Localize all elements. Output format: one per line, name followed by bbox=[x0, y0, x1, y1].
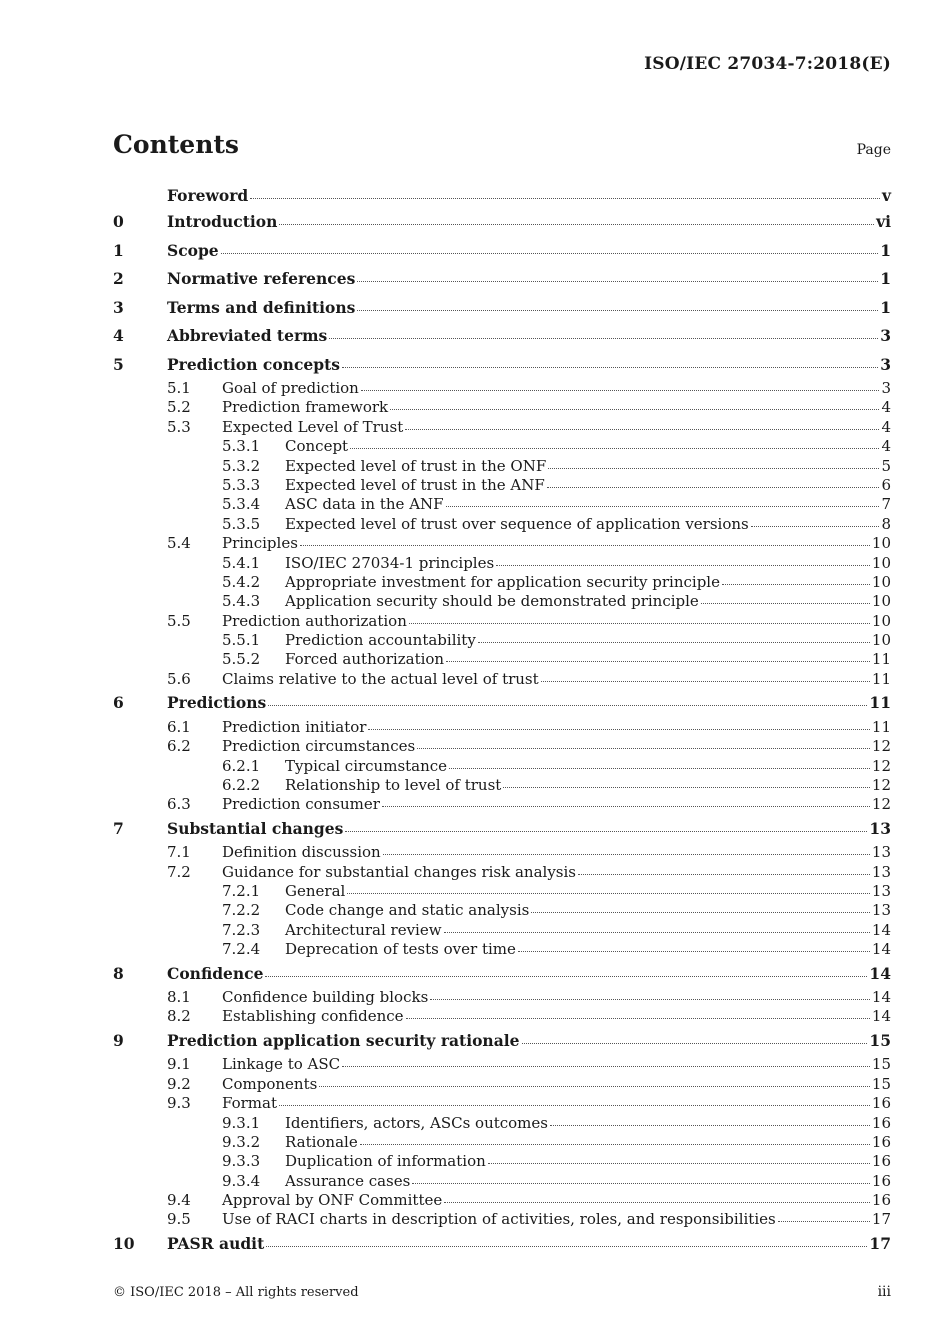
toc-entry-page: 16 bbox=[871, 1132, 891, 1151]
dot-leader bbox=[444, 928, 870, 933]
toc-entry[interactable] bbox=[113, 351, 891, 380]
toc-entry-title: Scope bbox=[167, 240, 219, 260]
toc-entry-page: 11 bbox=[871, 669, 891, 688]
dot-leader bbox=[444, 1198, 870, 1203]
toc-entry-title: Prediction circumstances bbox=[222, 737, 416, 756]
toc-entry-number: 5.3.5 bbox=[222, 514, 261, 533]
toc-entry-number: 5 bbox=[113, 354, 124, 374]
toc-entry[interactable] bbox=[113, 418, 891, 437]
toc-entry-page: 16 bbox=[871, 1113, 891, 1132]
toc-entry-number: 5.3 bbox=[167, 417, 191, 436]
toc-entry-page: 10 bbox=[871, 572, 891, 591]
toc-entry-number: 5.3.1 bbox=[222, 437, 261, 456]
dot-leader bbox=[449, 764, 870, 769]
toc-entry-page: 14 bbox=[871, 940, 891, 959]
toc-entry-title: Introduction bbox=[167, 212, 278, 231]
toc-entry-page: 3 bbox=[881, 379, 891, 397]
toc-entry-number: 4 bbox=[113, 326, 124, 345]
toc-entry-title: Expected Level of Trust bbox=[222, 417, 404, 436]
dot-leader bbox=[357, 277, 878, 282]
toc-entry-title: Format bbox=[222, 1094, 277, 1113]
toc-entry-page: 1 bbox=[880, 297, 891, 317]
toc-entry-title: Terms and definitions bbox=[167, 297, 356, 317]
toc-entry-title: Principles bbox=[222, 534, 298, 553]
toc-entry-page: 1 bbox=[880, 240, 891, 260]
toc-entry-number: 9.3 bbox=[167, 1094, 191, 1113]
toc-entry-number: 7.2.1 bbox=[222, 881, 261, 900]
dot-leader bbox=[547, 483, 880, 488]
toc-entry-title: ASC data in the ANF bbox=[285, 495, 444, 514]
toc-entry-page: 15 bbox=[871, 1055, 891, 1074]
toc-entry[interactable] bbox=[113, 960, 891, 989]
toc-entry-page: 11 bbox=[871, 650, 891, 669]
toc-entry-number: 5.4.3 bbox=[222, 592, 261, 611]
dot-leader bbox=[268, 701, 867, 706]
dot-leader bbox=[266, 1242, 867, 1247]
dot-leader bbox=[778, 1217, 870, 1222]
toc-entry-page: 13 bbox=[869, 818, 891, 838]
dot-leader bbox=[417, 744, 870, 749]
table-of-contents bbox=[113, 184, 891, 1258]
toc-entry[interactable] bbox=[113, 670, 891, 689]
toc-entry-page: 6 bbox=[881, 475, 891, 494]
dot-leader bbox=[221, 249, 879, 254]
toc-entry-number: 5.4 bbox=[167, 534, 191, 553]
toc-entry-number: 1 bbox=[113, 240, 124, 260]
toc-entry[interactable] bbox=[113, 921, 891, 940]
toc-entry[interactable] bbox=[113, 1172, 891, 1191]
toc-entry-page: 15 bbox=[869, 1030, 891, 1050]
toc-entry[interactable] bbox=[113, 1055, 891, 1074]
toc-entry-page: 4 bbox=[881, 398, 891, 417]
toc-entry-title: Guidance for substantial changes risk analysis bbox=[222, 862, 576, 881]
toc-entry-title: Predictions bbox=[167, 693, 267, 713]
toc-entry-title: PASR audit bbox=[167, 1233, 265, 1253]
toc-entry-title: Application security should be demonstrated principle bbox=[285, 592, 699, 611]
toc-entry-title: Deprecation of tests over time bbox=[285, 940, 516, 959]
toc-entry[interactable] bbox=[113, 1152, 891, 1171]
toc-entry-title: Forced authorization bbox=[285, 650, 445, 669]
toc-entry-number: 8.2 bbox=[167, 1007, 191, 1026]
toc-entry[interactable] bbox=[113, 495, 891, 514]
toc-entry-title: Typical circumstance bbox=[285, 756, 448, 775]
toc-entry-page: 13 bbox=[871, 862, 891, 881]
dot-leader bbox=[390, 405, 879, 410]
dot-leader bbox=[382, 802, 870, 807]
toc-entry-page: 16 bbox=[871, 1191, 891, 1210]
dot-leader bbox=[265, 972, 867, 977]
toc-entry-number: 5.3.4 bbox=[222, 495, 261, 514]
toc-entry-page: 14 bbox=[869, 963, 891, 983]
toc-entry-number: 5.5.2 bbox=[222, 650, 261, 669]
toc-entry-number: 5.5.1 bbox=[222, 631, 261, 650]
toc-entry[interactable] bbox=[113, 322, 891, 351]
page-title: Contents bbox=[113, 130, 240, 159]
toc-entry-page: 12 bbox=[871, 737, 891, 756]
toc-entry-number: 7.2.3 bbox=[222, 920, 261, 939]
document-id: ISO/IEC 27034-7:2018(E) bbox=[644, 54, 891, 74]
dot-leader bbox=[446, 657, 870, 662]
toc-entry-title: Prediction concepts bbox=[167, 354, 340, 374]
toc-entry-number: 8 bbox=[113, 963, 124, 983]
dot-leader bbox=[329, 334, 878, 339]
toc-entry-page: 13 bbox=[871, 901, 891, 920]
toc-entry-title: Prediction framework bbox=[222, 398, 389, 417]
toc-entry[interactable] bbox=[113, 592, 891, 611]
toc-entry[interactable] bbox=[113, 1230, 891, 1259]
toc-entry[interactable] bbox=[113, 843, 891, 862]
toc-entry[interactable] bbox=[113, 379, 891, 398]
toc-entry-page: 10 bbox=[871, 611, 891, 630]
toc-entry-title: Prediction authorization bbox=[222, 611, 407, 630]
toc-entry-title: Confidence building blocks bbox=[222, 988, 429, 1007]
toc-entry-page: 17 bbox=[871, 1210, 891, 1229]
toc-entry[interactable] bbox=[113, 573, 891, 592]
toc-entry-number: 5.4.2 bbox=[222, 572, 261, 591]
toc-entry[interactable] bbox=[113, 689, 891, 718]
toc-entry-page: 14 bbox=[871, 1007, 891, 1026]
dot-leader bbox=[350, 444, 879, 449]
toc-entry-number: 6.2 bbox=[167, 737, 191, 756]
dot-leader bbox=[541, 677, 870, 682]
toc-entry-number: 9.5 bbox=[167, 1210, 191, 1229]
toc-entry[interactable] bbox=[113, 554, 891, 573]
toc-entry-page: 7 bbox=[881, 495, 891, 514]
toc-entry-title: Assurance cases bbox=[285, 1171, 411, 1190]
toc-entry-page: 4 bbox=[881, 437, 891, 456]
toc-entry-title: Rationale bbox=[285, 1132, 358, 1151]
dot-leader bbox=[518, 947, 870, 952]
toc-entry-title: Components bbox=[222, 1074, 318, 1093]
toc-entry-number: 5.6 bbox=[167, 669, 191, 688]
toc-entry[interactable] bbox=[113, 988, 891, 1007]
toc-entry[interactable] bbox=[113, 1007, 891, 1026]
toc-entry-page: 15 bbox=[871, 1074, 891, 1093]
toc-entry[interactable] bbox=[113, 718, 891, 737]
toc-entry-page: 14 bbox=[871, 988, 891, 1007]
toc-entry-title: Identifiers, actors, ASCs outcomes bbox=[285, 1113, 548, 1132]
dot-leader bbox=[347, 889, 870, 894]
toc-entry-title: Concept bbox=[285, 437, 349, 456]
dot-leader bbox=[722, 580, 870, 585]
toc-entry-title: Approval by ONF Committee bbox=[222, 1191, 443, 1210]
dot-leader bbox=[701, 599, 870, 604]
dot-leader bbox=[357, 306, 878, 311]
dot-leader bbox=[345, 827, 867, 832]
dot-leader bbox=[342, 363, 878, 368]
toc-entry-title: Prediction application security rationale bbox=[167, 1030, 520, 1050]
toc-entry-page: 11 bbox=[871, 717, 891, 736]
toc-entry[interactable] bbox=[113, 901, 891, 920]
toc-entry[interactable] bbox=[113, 612, 891, 631]
toc-entry-page: 10 bbox=[871, 592, 891, 611]
toc-entry-number: 9.3.4 bbox=[222, 1171, 261, 1190]
toc-entry-page: 10 bbox=[871, 631, 891, 650]
toc-entry[interactable] bbox=[113, 534, 891, 553]
dot-leader bbox=[405, 425, 879, 430]
toc-entry-title: Duplication of information bbox=[285, 1152, 486, 1171]
toc-entry-page: 17 bbox=[869, 1233, 891, 1253]
toc-entry[interactable] bbox=[113, 398, 891, 417]
toc-entry-title: Prediction initiator bbox=[222, 717, 367, 736]
dot-leader bbox=[578, 870, 870, 875]
toc-entry-title: Code change and static analysis bbox=[285, 901, 530, 920]
toc-entry-page: 5 bbox=[881, 456, 891, 475]
dot-leader bbox=[342, 1062, 870, 1067]
dot-leader bbox=[412, 1179, 870, 1184]
toc-entry-title: Foreword bbox=[167, 186, 249, 205]
toc-entry[interactable] bbox=[113, 237, 891, 266]
dot-leader bbox=[279, 1101, 870, 1106]
toc-entry[interactable] bbox=[113, 208, 891, 237]
toc-entry[interactable] bbox=[113, 737, 891, 756]
dot-leader bbox=[319, 1082, 870, 1087]
dot-leader bbox=[522, 1039, 868, 1044]
toc-entry-number: 6.3 bbox=[167, 795, 191, 814]
toc-entry-page: 1 bbox=[880, 269, 891, 288]
toc-entry-number: 5.3.3 bbox=[222, 475, 261, 494]
toc-entry-page: 16 bbox=[871, 1094, 891, 1113]
page-number: iii bbox=[877, 1284, 891, 1300]
toc-entry[interactable] bbox=[113, 1114, 891, 1133]
toc-entry[interactable] bbox=[113, 863, 891, 882]
toc-entry[interactable] bbox=[113, 294, 891, 323]
toc-entry[interactable] bbox=[113, 795, 891, 814]
toc-entry-number: 7.2 bbox=[167, 862, 191, 881]
dot-leader bbox=[409, 619, 870, 624]
toc-entry-number: 9 bbox=[113, 1030, 124, 1050]
toc-entry-number: 9.3.2 bbox=[222, 1132, 261, 1151]
toc-entry-title: Expected level of trust in the ANF bbox=[285, 475, 545, 494]
toc-entry-number: 7.1 bbox=[167, 843, 191, 862]
toc-entry-number: 5.4.1 bbox=[222, 553, 261, 572]
toc-entry-page: 10 bbox=[871, 553, 891, 572]
toc-entry[interactable] bbox=[113, 265, 891, 294]
toc-entry-page: 13 bbox=[871, 843, 891, 862]
toc-entry[interactable] bbox=[113, 476, 891, 495]
toc-entry[interactable] bbox=[113, 940, 891, 959]
toc-entry-title: Expected level of trust over sequence of application versions bbox=[285, 514, 749, 533]
toc-entry[interactable] bbox=[113, 437, 891, 456]
dot-leader bbox=[550, 1121, 870, 1126]
toc-entry-title: Use of RACI charts in description of activities, roles, and responsibilities bbox=[222, 1210, 776, 1229]
toc-entry-number: 6.2.1 bbox=[222, 756, 261, 775]
toc-entry-number: 8.1 bbox=[167, 988, 191, 1007]
toc-entry-number: 9.1 bbox=[167, 1055, 191, 1074]
dot-leader bbox=[531, 908, 870, 913]
toc-entry[interactable] bbox=[113, 1191, 891, 1210]
toc-entry-page: 14 bbox=[871, 920, 891, 939]
toc-entry-number: 9.3.1 bbox=[222, 1113, 261, 1132]
page-column-label: Page bbox=[856, 142, 891, 158]
dot-leader bbox=[406, 1014, 870, 1019]
toc-entry[interactable] bbox=[113, 776, 891, 795]
toc-entry-title: General bbox=[285, 881, 346, 900]
toc-entry-number: 9.3.3 bbox=[222, 1152, 261, 1171]
toc-entry-number: 6.1 bbox=[167, 717, 191, 736]
dot-leader bbox=[488, 1159, 870, 1164]
toc-entry[interactable] bbox=[113, 757, 891, 776]
toc-entry-number: 9.2 bbox=[167, 1074, 191, 1093]
toc-entry-page: 3 bbox=[880, 354, 891, 374]
toc-entry-page: 16 bbox=[871, 1171, 891, 1190]
dot-leader bbox=[496, 561, 870, 566]
toc-entry[interactable] bbox=[113, 1133, 891, 1152]
toc-entry-number: 9.4 bbox=[167, 1191, 191, 1210]
toc-entry-title: Goal of prediction bbox=[222, 379, 359, 397]
toc-entry-title: Claims relative to the actual level of trust bbox=[222, 669, 539, 688]
dot-leader bbox=[368, 725, 869, 730]
dot-leader bbox=[503, 783, 870, 788]
toc-entry-number: 2 bbox=[113, 269, 124, 288]
toc-entry[interactable] bbox=[113, 882, 891, 901]
toc-entry-number: 5.1 bbox=[167, 379, 191, 397]
toc-entry-page: 12 bbox=[871, 756, 891, 775]
dot-leader bbox=[430, 995, 870, 1000]
toc-entry[interactable] bbox=[113, 457, 891, 476]
toc-entry-page: 3 bbox=[880, 326, 891, 345]
toc-entry[interactable] bbox=[113, 184, 891, 208]
toc-entry-title: Definition discussion bbox=[222, 843, 381, 862]
dot-leader bbox=[250, 194, 880, 199]
toc-entry-title: Normative references bbox=[167, 269, 356, 288]
toc-entry-title: Establishing confidence bbox=[222, 1007, 404, 1026]
toc-entry-title: Prediction consumer bbox=[222, 795, 380, 814]
toc-entry[interactable] bbox=[113, 515, 891, 534]
toc-entry-number: 0 bbox=[113, 212, 124, 231]
toc-entry[interactable] bbox=[113, 1075, 891, 1094]
toc-entry[interactable] bbox=[113, 1094, 891, 1113]
dot-leader bbox=[361, 386, 880, 391]
dot-leader bbox=[478, 638, 870, 643]
dot-leader bbox=[300, 541, 870, 546]
toc-entry-page: 11 bbox=[869, 693, 891, 713]
toc-entry-number: 5.3.2 bbox=[222, 456, 261, 475]
toc-entry-number: 6 bbox=[113, 693, 124, 713]
toc-entry-number: 7.2.4 bbox=[222, 940, 261, 959]
toc-entry-title: ISO/IEC 27034-1 principles bbox=[285, 553, 495, 572]
toc-entry-page: 16 bbox=[871, 1152, 891, 1171]
toc-entry-number: 7 bbox=[113, 818, 124, 838]
toc-entry-number: 6.2.2 bbox=[222, 775, 261, 794]
toc-entry-number: 3 bbox=[113, 297, 124, 317]
dot-leader bbox=[548, 464, 879, 469]
copyright-notice: © ISO/IEC 2018 – All rights reserved bbox=[113, 1285, 359, 1300]
toc-entry-page: 12 bbox=[871, 775, 891, 794]
toc-entry-title: Appropriate investment for application security principle bbox=[285, 572, 720, 591]
dot-leader bbox=[383, 850, 870, 855]
toc-entry-number: 7.2.2 bbox=[222, 901, 261, 920]
dot-leader bbox=[751, 522, 880, 527]
toc-entry-page: 13 bbox=[871, 881, 891, 900]
toc-entry-title: Prediction accountability bbox=[285, 631, 476, 650]
dot-leader bbox=[446, 502, 880, 507]
toc-entry-page: v bbox=[881, 186, 891, 205]
toc-entry-number: 5.2 bbox=[167, 398, 191, 417]
toc-entry-page: 4 bbox=[881, 417, 891, 436]
toc-entry-title: Abbreviated terms bbox=[167, 326, 328, 345]
toc-entry-title: Confidence bbox=[167, 963, 264, 983]
toc-entry[interactable] bbox=[113, 650, 891, 669]
toc-entry-title: Linkage to ASC bbox=[222, 1055, 341, 1074]
toc-entry-number: 10 bbox=[113, 1233, 135, 1253]
toc-entry-page: 12 bbox=[871, 795, 891, 814]
toc-entry-number: 5.5 bbox=[167, 611, 191, 630]
toc-entry-title: Expected level of trust in the ONF bbox=[285, 456, 547, 475]
toc-entry[interactable] bbox=[113, 1210, 891, 1229]
toc-entry[interactable] bbox=[113, 1027, 891, 1056]
toc-entry[interactable] bbox=[113, 631, 891, 650]
toc-entry[interactable] bbox=[113, 815, 891, 844]
toc-entry-title: Substantial changes bbox=[167, 818, 344, 838]
toc-entry-page: vi bbox=[876, 212, 891, 231]
toc-entry-title: Architectural review bbox=[285, 920, 442, 939]
dot-leader bbox=[279, 220, 874, 225]
toc-entry-page: 10 bbox=[871, 534, 891, 553]
dot-leader bbox=[360, 1140, 870, 1145]
toc-entry-title: Relationship to level of trust bbox=[285, 775, 502, 794]
toc-entry-page: 8 bbox=[881, 514, 891, 533]
